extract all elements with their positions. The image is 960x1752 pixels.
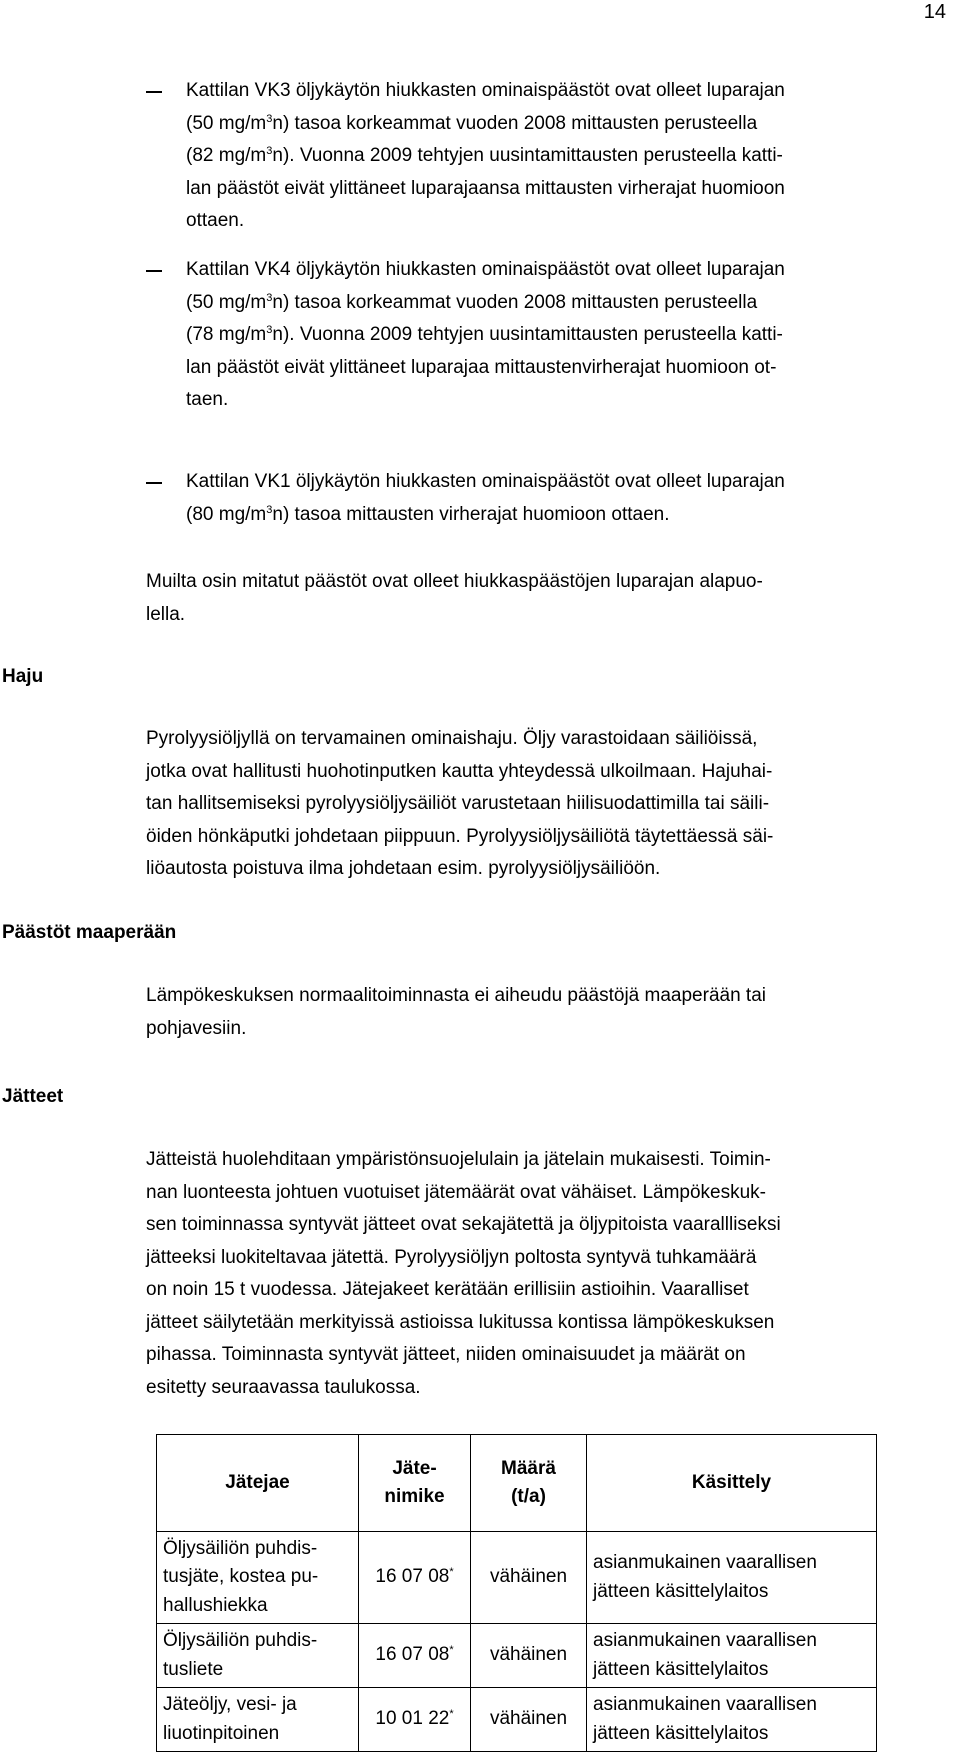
cell-code: 10 01 22* — [359, 1688, 471, 1752]
cell-jatejae: Jäteöljy, vesi- ja liuotinpitoinen — [157, 1688, 359, 1752]
cell-handling: asianmukainen vaarallisen jätteen käsittelylaitos — [587, 1532, 877, 1624]
cell-jatejae: Öljysäiliön puhdis- tusliete — [157, 1624, 359, 1688]
bullet-dash — [146, 270, 162, 272]
bullet-item-vk3 — [146, 75, 948, 238]
table-row — [157, 1688, 877, 1752]
header-maara: Määrä (t/a) — [471, 1435, 587, 1532]
bullet-item-vk4 — [146, 254, 948, 417]
header-jatenimike: Jäte- nimike — [359, 1435, 471, 1532]
cell-code: 16 07 08* — [359, 1532, 471, 1624]
waste-table — [156, 1434, 877, 1752]
heading-jatteet: Jätteet — [2, 1086, 64, 1107]
bullet-text: Kattilan VK3 öljykäytön hiukkasten ominaispäästöt ovat olleet luparajan (50 $mg/m^3n$) tasoa korkeammat vuoden 2008 mittausten perusteella (82 $mg/m^3n$). Vuonna 2009 tehtyjen uusintamittausten perusteella katti- lan päästöt eivät ylittäneet luparajaansa mittausten virherajat huomioon ottaen. — [186, 80, 785, 231]
paragraph-muilta: Muilta osin mitatut päästöt ovat olleet hiukkaspäästöjen luparajan alapuo- lella. — [146, 571, 763, 625]
heading-haju: Haju — [2, 666, 44, 687]
bullet-item-vk1 — [146, 466, 948, 531]
bullet-dash — [146, 482, 162, 484]
cell-handling: asianmukainen vaarallisen jätteen käsittelylaitos — [587, 1688, 877, 1752]
paragraph-maaperaan: Lämpökeskuksen normaalitoiminnasta ei aiheudu päästöjä maaperään tai pohjavesiin. — [146, 985, 766, 1039]
table-header-row — [157, 1435, 877, 1532]
header-jatejae: Jätejae — [157, 1435, 359, 1532]
cell-amount: vähäinen — [471, 1532, 587, 1624]
paragraph-haju: Pyrolyysiöljyllä on tervamainen ominaishaju. Öljy varastoidaan säiliöissä, jotka ovat hallitusti huohotinputken kautta yhteydessä ulkoilmaan. Hajuhai- tan hallitsemiseksi pyrolyysiöljysäiliöt varustetaan hiilisuodattimilla tai säili- öiden hönkäputki johdetaan piippuun. Pyrolyysiöljysäiliötä täytettäessä säi- liöautosta poistuva ilma johdetaan esim. pyrolyysiöljysäiliöön. — [146, 728, 774, 879]
bullet-dash — [146, 91, 162, 93]
paragraph-jatteet: Jätteistä huolehditaan ympäristönsuojelulain ja jätelain mukaisesti. Toimin- nan luonteesta johtuen vuotuiset jätemäärät ovat vähäiset. Lämpökeskuk- sen toiminnassa syntyvät jätteet ovat sekajätettä ja öljypitoista vaarallliseksi jätteeksi luokiteltavaa jätettä. Pyrolyysiöljyn poltosta syntyvä tuhkamäärä on noin 15 t vuodessa. Jätejakeet kerätään erillisiin astioihin. Vaaralliset jätteet säilytetään merkityissä astioissa lukitussa kontissa lämpökeskuksen pihassa. Toiminnasta syntyvät jätteet, niiden ominaisuudet ja määrät on esitetty seuraavassa taulukossa. — [146, 1149, 781, 1398]
table-row — [157, 1624, 877, 1688]
bullet-text: Kattilan VK1 öljykäytön hiukkasten ominaispäästöt ovat olleet luparajan (80 $mg/m^3n$) tasoa mittausten virherajat huomioon ottaen. — [186, 471, 785, 525]
cell-code: 16 07 08* — [359, 1624, 471, 1688]
bullet-text: Kattilan VK4 öljykäytön hiukkasten ominaispäästöt ovat olleet luparajan (50 $mg/m^3n$) tasoa korkeammat vuoden 2008 mittausten perusteella (78 $mg/m^3n$). Vuonna 2009 tehtyjen uusintamittausten perusteella katti- lan päästöt eivät ylittäneet luparajaa mittaustenvirherajat huomioon ot- taen. — [186, 259, 785, 410]
cell-jatejae: Öljysäiliön puhdis- tusjäte, kostea pu- hallushiekka — [157, 1532, 359, 1624]
cell-handling: asianmukainen vaarallisen jätteen käsittelylaitos — [587, 1624, 877, 1688]
cell-amount: vähäinen — [471, 1624, 587, 1688]
heading-paastot-maaperaan: Päästöt maaperään — [2, 922, 177, 943]
cell-amount: vähäinen — [471, 1688, 587, 1752]
page-number: 14 — [923, 1, 946, 23]
header-kasittely: Käsittely — [587, 1435, 877, 1532]
table-row — [157, 1532, 877, 1624]
